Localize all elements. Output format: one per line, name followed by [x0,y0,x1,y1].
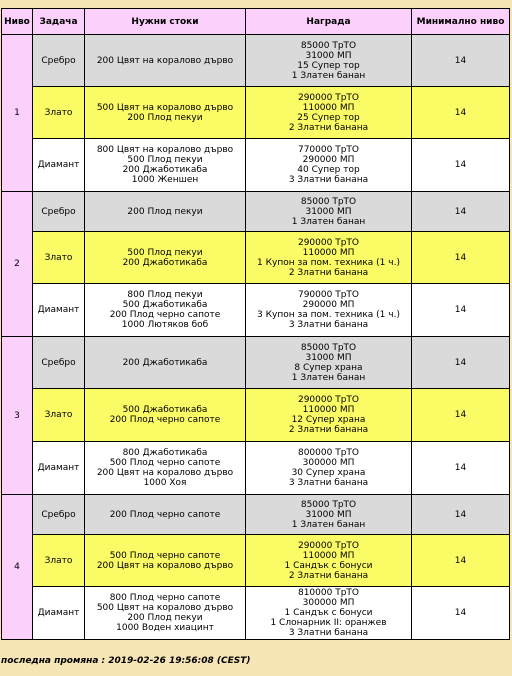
reward-cell [246,284,412,337]
reward-line: 300000 МП [302,598,355,608]
reward-line: 790000 ТрТО [297,290,359,300]
reward-line: 1 Сандък с бонуси [284,608,373,618]
reward-line: 85000 ТрТО [300,342,357,353]
goods-line: 200 Плод пекуи [127,206,203,217]
reward-line: 15 Супер тор [297,60,360,71]
reward-line: 2 Златни банана [288,570,369,581]
min-level-cell: 14 [412,495,510,535]
header-goods: Нужни стоки [85,9,246,35]
reward-line: 1 Купон за пом. техника (1 ч.) [257,257,400,268]
goods-line: 800 Цвят на коралово дърво [96,145,234,155]
min-level-cell: 14 [412,35,510,87]
task-cell: Злато [33,232,85,284]
goods-line: 500 Плод пекуи [127,247,203,258]
task-cell: Злато [33,535,85,587]
reward-line: 110000 МП [302,247,355,258]
reward-cell [246,139,412,192]
reward-line: 3 Златни банана [288,628,369,638]
last-modified: последна промяна : 2019-02-26 19:56:08 (CEST) [1,656,251,666]
task-cell: Сребро [33,495,85,535]
goods-line: 800 Плод черно сапоте [109,593,221,603]
header-reward: Награда [246,9,412,35]
reward-cell [246,87,412,139]
goods-cell [85,587,246,640]
goods-cell [85,284,246,337]
table-row [2,442,510,495]
task-cell: Диамант [33,284,85,337]
goods-line: 500 Цвят на коралово дърво [96,102,234,113]
reward-line: 290000 МП [302,300,355,310]
reward-cell [246,495,412,535]
min-level-cell: 14 [412,535,510,587]
reward-line: 12 Супер храна [291,415,366,425]
header-level: Ниво [2,9,33,35]
table-row [2,192,510,232]
reward-line: 31000 МП [305,50,352,61]
goods-cell [85,535,246,587]
level-cell: 3 [2,337,33,495]
min-level-cell: 14 [412,192,510,232]
goods-line: 200 Плод черно сапоте [109,509,221,520]
reward-line: 85000 ТрТО [300,196,357,207]
goods-line: 200 Джаботикаба [122,357,208,368]
tasks-table [1,8,510,640]
task-cell: Сребро [33,35,85,87]
goods-cell [85,495,246,535]
goods-cell [85,337,246,389]
level-cell: 1 [2,35,33,192]
goods-line: 200 Цвят на коралово дърво [96,55,234,66]
reward-cell [246,535,412,587]
reward-line: 1 Златен банан [291,70,366,81]
table-row [2,389,510,442]
task-cell: Диамант [33,587,85,640]
reward-line: 800000 ТрТО [297,448,359,458]
table-row [2,232,510,284]
reward-cell [246,389,412,442]
header-row [2,9,510,35]
reward-line: 2 Златни банана [288,122,369,133]
reward-line: 290000 ТрТО [297,237,359,248]
reward-line: 770000 ТрТО [297,145,359,155]
goods-cell [85,232,246,284]
goods-cell [85,442,246,495]
min-level-cell: 14 [412,337,510,389]
reward-cell [246,232,412,284]
goods-cell [85,192,246,232]
goods-line: 200 Плод пекуи [127,112,203,123]
level-cell: 2 [2,192,33,337]
task-cell: Диамант [33,139,85,192]
reward-line: 1 Златен банан [291,372,366,383]
task-cell: Сребро [33,337,85,389]
table-row [2,337,510,389]
goods-line: 200 Цвят на коралово дърво [96,560,234,571]
reward-line: 40 Супер тор [297,165,360,175]
level-cell: 4 [2,495,33,640]
table-row [2,35,510,87]
table-row [2,535,510,587]
reward-line: 110000 МП [302,405,355,415]
reward-line: 2 Златни банана [288,425,369,435]
goods-line: 800 Плод пекуи [127,290,203,300]
reward-line: 1 Слонарник II: оранжев [270,618,387,628]
goods-line: 200 Джаботикаба [122,257,208,268]
goods-cell [85,87,246,139]
goods-cell [85,139,246,192]
reward-cell [246,192,412,232]
goods-line: 1000 Хоя [143,478,187,488]
goods-line: 500 Плод черно сапоте [109,458,221,468]
min-level-cell: 14 [412,284,510,337]
goods-line: 200 Цвят на коралово дърво [96,468,234,478]
table-row [2,284,510,337]
min-level-cell: 14 [412,587,510,640]
table-row [2,139,510,192]
reward-line: 85000 ТрТО [300,40,357,51]
goods-cell [85,35,246,87]
reward-line: 31000 МП [305,509,352,520]
reward-line: 110000 МП [302,550,355,561]
goods-line: 1000 Лютяков боб [121,320,209,330]
reward-cell [246,337,412,389]
reward-line: 3 Златни банана [288,175,369,185]
reward-line: 31000 МП [305,352,352,363]
goods-line: 200 Плод пекуи [127,613,203,623]
min-level-cell: 14 [412,139,510,192]
goods-line: 1000 Воден хиацинт [116,623,214,633]
task-cell: Злато [33,87,85,139]
reward-line: 3 Купон за пом. техника (1 ч.) [257,310,400,320]
reward-line: 1 Сандък с бонуси [284,560,373,571]
header-min-level: Минимално ниво [412,9,510,35]
min-level-cell: 14 [412,389,510,442]
reward-line: 1 Златен банан [291,216,366,227]
goods-line: 1000 Женшен [131,175,199,185]
table-row [2,587,510,640]
goods-line: 500 Плод черно сапоте [109,550,221,561]
goods-line: 200 Плод черно сапоте [109,310,221,320]
reward-line: 290000 ТрТО [297,395,359,405]
reward-line: 290000 ТрТО [297,540,359,551]
goods-line: 200 Джаботикаба [122,165,208,175]
reward-line: 300000 МП [302,458,355,468]
reward-line: 25 Супер тор [297,112,360,123]
task-cell: Злато [33,389,85,442]
goods-line: 500 Джаботикаба [122,405,208,415]
goods-line: 200 Плод черно сапоте [109,415,221,425]
min-level-cell: 14 [412,442,510,495]
task-cell: Сребро [33,192,85,232]
reward-cell [246,587,412,640]
reward-line: 31000 МП [305,206,352,217]
reward-line: 1 Златен банан [291,519,366,530]
reward-line: 2 Златни банана [288,267,369,278]
min-level-cell: 14 [412,232,510,284]
reward-cell [246,35,412,87]
header-task: Задача [33,9,85,35]
min-level-cell: 14 [412,87,510,139]
goods-line: 500 Цвят на коралово дърво [96,603,234,613]
reward-line: 110000 МП [302,102,355,113]
reward-line: 3 Златни банана [288,320,369,330]
reward-line: 290000 МП [302,155,355,165]
reward-line: 85000 ТрТО [300,499,357,510]
reward-line: 8 Супер храна [294,362,363,373]
reward-line: 3 Златни банана [288,478,369,488]
reward-line: 290000 ТрТО [297,92,359,103]
goods-line: 500 Плод пекуи [127,155,203,165]
task-cell: Диамант [33,442,85,495]
goods-line: 800 Джаботикаба [122,448,208,458]
goods-line: 500 Джаботикаба [122,300,208,310]
table-row [2,495,510,535]
goods-cell [85,389,246,442]
table-row [2,87,510,139]
reward-line: 30 Супер храна [291,468,366,478]
reward-cell [246,442,412,495]
reward-line: 810000 ТрТО [297,588,359,598]
